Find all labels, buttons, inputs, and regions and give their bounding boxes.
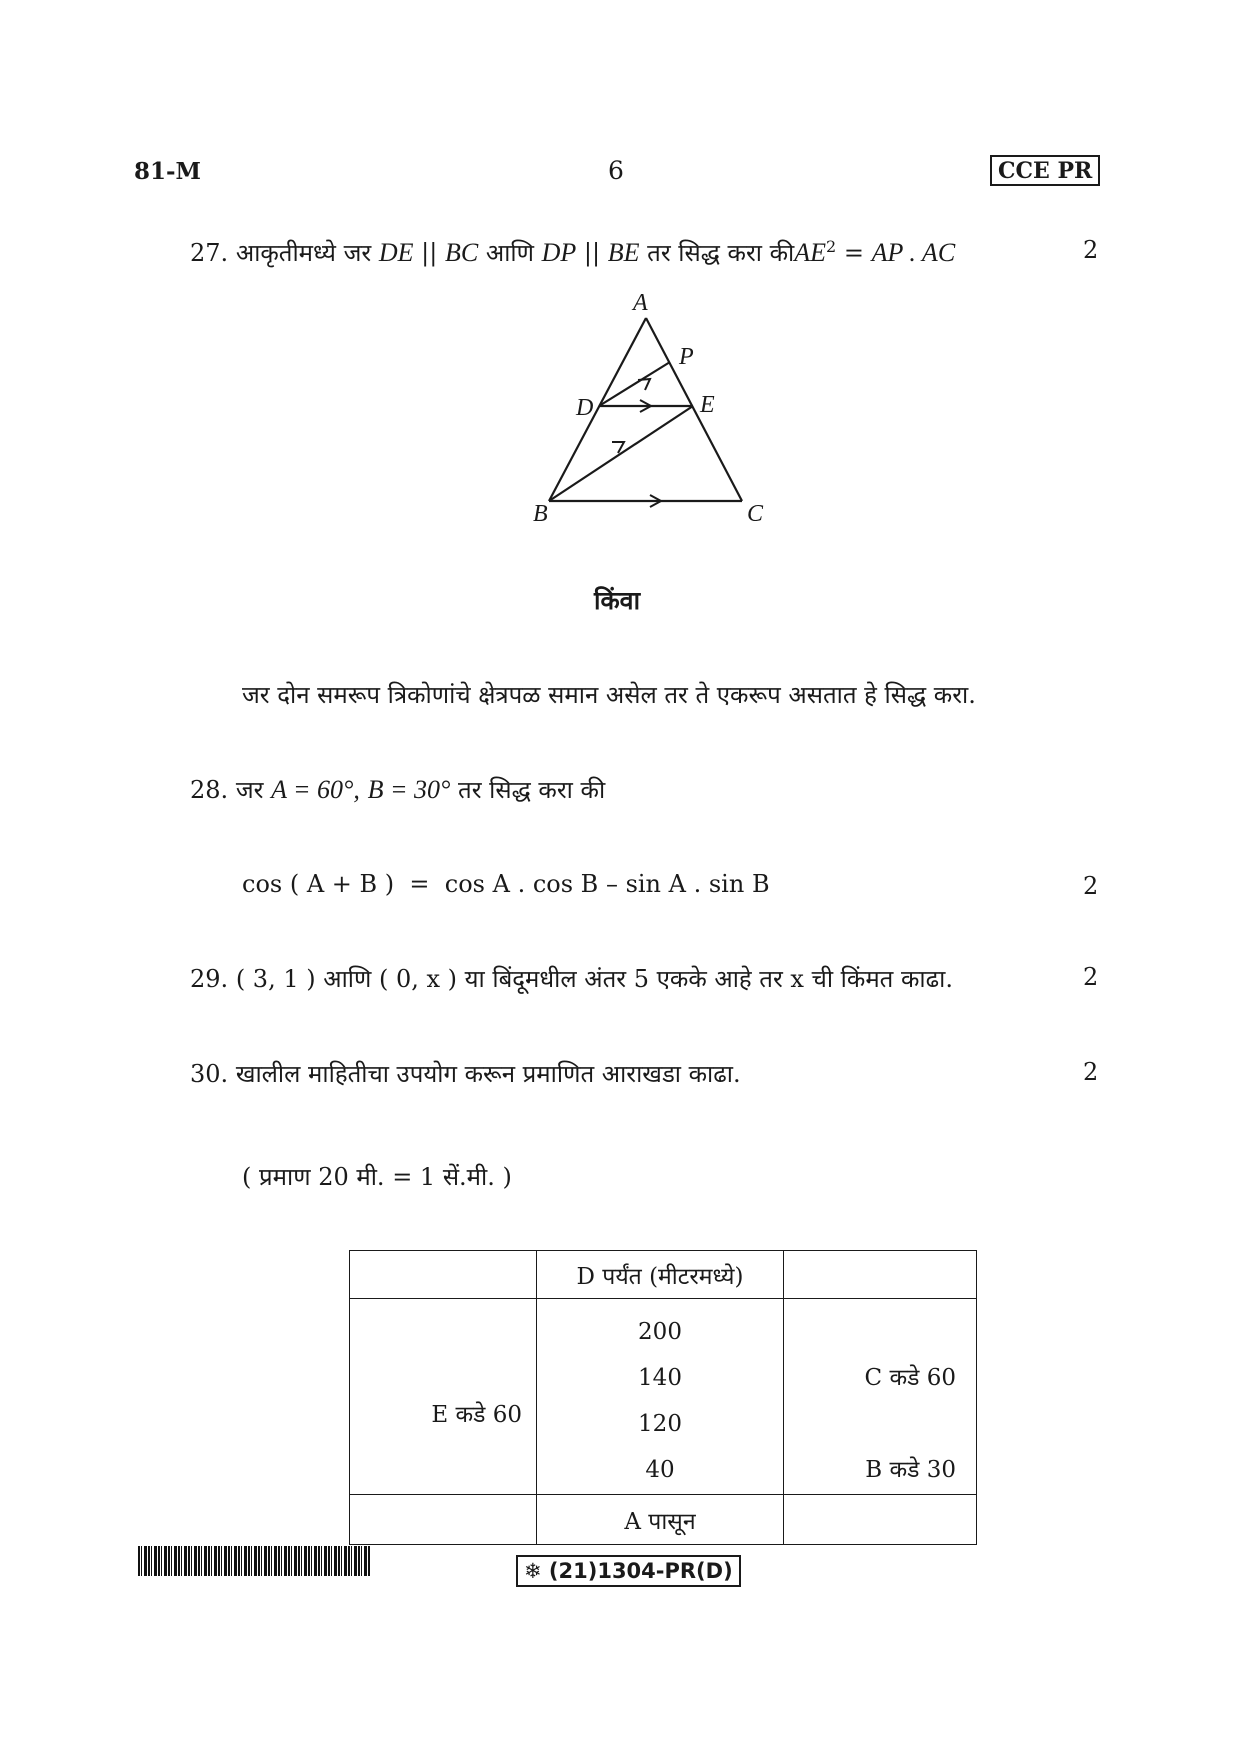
formula-28: cos ( A + B ) = cos A . cos B – sin A . sin B [242, 870, 770, 898]
distance-value: 140 [638, 1365, 682, 1391]
equals-sign: = [843, 239, 864, 267]
segment-de: DE [378, 238, 414, 267]
arrow-be [612, 442, 624, 453]
question-number: 29. [190, 965, 229, 993]
table-left-offset: E कडे 60 [350, 1299, 537, 1495]
product-ap-ac: AP . AC [871, 238, 956, 267]
label-b: B [533, 501, 548, 527]
barcode [138, 1546, 370, 1576]
segment-be-line [549, 406, 693, 501]
table-cell-empty [784, 1495, 977, 1545]
label-p: P [679, 344, 694, 370]
distance-value: 200 [638, 1319, 682, 1345]
paper-code: 81-M [134, 158, 202, 185]
parallel-symbol: || [583, 239, 601, 267]
label-a: A [633, 290, 648, 316]
cce-pr-badge: CCE PR [990, 155, 1100, 186]
side-ab [549, 318, 646, 501]
arrow-dp [638, 379, 650, 390]
footer-code: ❄ (21)1304-PR(D) [516, 1555, 741, 1587]
table-distances [537, 1299, 784, 1495]
exponent: 2 [826, 237, 837, 256]
marks-29: 2 [1083, 963, 1099, 991]
or-question: जर दोन समरूप त्रिकोणांचे क्षेत्रपळ समान असेल तर ते एकरूप असतात हे सिद्ध करा. [242, 681, 976, 709]
segment-bc: BC [444, 238, 479, 267]
or-label: किंवा [594, 586, 641, 615]
triangle-figure [520, 285, 780, 535]
marks-28: 2 [1083, 872, 1099, 900]
conjunction: आणि [485, 239, 534, 267]
question-number: 28. [190, 776, 229, 804]
segment-dp-line [599, 362, 670, 406]
right-offset: B कडे 30 [865, 1457, 956, 1483]
table-cell-empty [350, 1495, 537, 1545]
question-28 [190, 773, 605, 806]
question-text: ( 3, 1 ) आणि ( 0, x ) या बिंदूमधील अंतर 5 एकके आहे तर x ची किंमत काढा. [235, 965, 953, 993]
label-c: C [747, 501, 764, 527]
table-header: D पर्यंत (मीटरमध्ये) [537, 1251, 784, 1299]
condition-b: B = 30° [367, 775, 451, 804]
scale-note: ( प्रमाण 20 मी. = 1 सें.मी. ) [242, 1163, 512, 1191]
segment-ae: AE [794, 238, 827, 267]
label-e: E [700, 392, 715, 418]
parallel-symbol: || [421, 239, 438, 267]
question-number: 30. [190, 1060, 229, 1088]
segment-be: BE [607, 238, 640, 267]
table-right-offsets [784, 1299, 977, 1495]
segment-dp: DP [541, 238, 577, 267]
table-cell-empty [784, 1251, 977, 1299]
table-footer: A पासून [537, 1495, 784, 1545]
label-d: D [576, 395, 594, 421]
question-text: तर सिद्ध करा की [647, 239, 795, 267]
question-text: जर [235, 776, 264, 804]
question-text: आकृतीमध्ये जर [235, 239, 372, 267]
question-29 [190, 962, 953, 995]
table-cell-empty [350, 1251, 537, 1299]
side-ac [646, 318, 742, 501]
question-27 [190, 236, 955, 269]
plane-table [349, 1250, 977, 1545]
marks-27: 2 [1083, 236, 1099, 264]
condition-a: A = 60°, [271, 775, 360, 804]
question-30 [190, 1057, 741, 1090]
question-text: तर सिद्ध करा की [458, 776, 606, 804]
distance-value: 40 [645, 1457, 675, 1483]
question-text: खालील माहितीचा उपयोग करून प्रमाणित आराखडा काढा. [235, 1060, 741, 1088]
right-offset: C कडे 60 [864, 1365, 956, 1391]
marks-30: 2 [1083, 1058, 1099, 1086]
question-number: 27. [190, 239, 229, 267]
distance-value: 120 [638, 1411, 682, 1437]
page-number: 6 [608, 156, 624, 185]
